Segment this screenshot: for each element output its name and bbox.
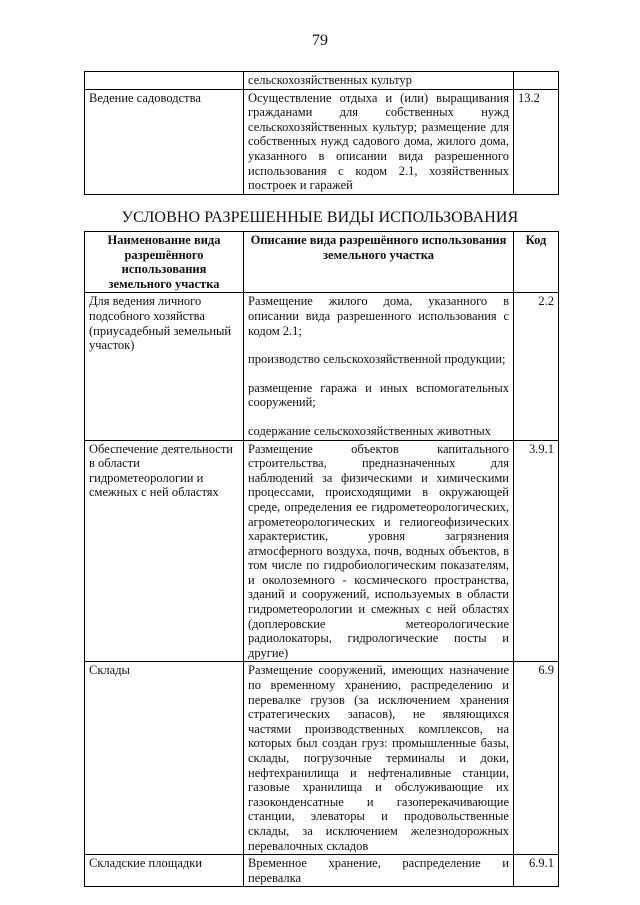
use-code-cell: 3.9.1 <box>514 440 559 662</box>
header-name: Наименование вида разрешённого использования земельного участка <box>85 232 244 293</box>
top-table <box>84 71 559 195</box>
use-code-cell: 6.9 <box>514 662 559 855</box>
use-name-cell: Обеспечение деятельности в области гидрометеорологии и смежных с ней областях <box>85 440 244 662</box>
use-description-cell: Осуществление отдыха и (или) выращивания гражданами для собственных нужд сельскохозяйственных культур; размещение для собственных нужд садового дома, жилого дома, указанного в описании вида разрешенного использования с кодом 2.1, хозяйственных построек и гаражей <box>244 89 514 194</box>
description-paragraph: размещение гаража и иных вспомогательных сооружений; <box>248 380 509 410</box>
table-row <box>85 855 559 887</box>
use-description-cell: сельскохозяйственных культур <box>244 72 514 90</box>
section-heading: УСЛОВНО РАЗРЕШЕННЫЕ ВИДЫ ИСПОЛЬЗОВАНИЯ <box>121 209 519 226</box>
use-name-cell: Ведение садоводства <box>85 89 244 194</box>
use-description-cell: Размещение объектов капитального строительства, предназначенных для наблюдений за физическими и химическими процессами, происходящими в окружающей среде, определения ее гидрометеорологических, агрометеорологических и гелиогеофизических характеристик, уровня загрязнения атмосферного воздуха, почв, водных объектов, в том числе по гидробиологическим показателям, и околоземного - космического пространства, зданий и сооружений, используемых в области гидрометеорологии и смежных с ней областях (доплеровские метеорологические радиолокаторы, гидрологические посты и другие) <box>244 440 514 662</box>
use-name-cell <box>85 72 244 90</box>
use-name-cell: Для ведения личного подсобного хозяйства (приусадебный земельный участок) <box>85 293 244 440</box>
use-code-cell: 13.2 <box>514 89 559 194</box>
table-row <box>85 72 559 90</box>
page-number: 79 <box>312 32 328 49</box>
table-header-row <box>85 232 559 293</box>
description-paragraph: Размещение жилого дома, указанного в описании вида разрешенного использования с кодом 2.1; <box>248 294 509 338</box>
use-code-cell <box>514 72 559 90</box>
header-description: Описание вида разрешённого использования земельного участка <box>244 232 514 293</box>
use-code-cell: 6.9.1 <box>514 855 559 887</box>
description-paragraph: содержание сельскохозяйственных животных <box>248 423 491 438</box>
table-row <box>85 89 559 194</box>
use-code-cell: 2.2 <box>514 293 559 440</box>
use-description-cell: Размещение сооружений, имеющих назначение по временному хранению, распределению и перевалке грузов (за исключением хранения стратегических запасов), не являющихся частями производственных комплексов, на которых был создан груз: промышленные базы, склады, погрузочные терминалы и доки, нефтехранилища и нефтеналивные станции, газовые хранилища и обслуживающие их газоконденсатные и газоперекачивающие станции, элеваторы и продовольственные склады, за исключением железнодорожных перевалочных складов <box>244 662 514 855</box>
use-description-cell <box>244 293 514 440</box>
use-name-cell: Складские площадки <box>85 855 244 887</box>
conditional-uses-table <box>84 231 559 887</box>
header-code: Код <box>514 232 559 293</box>
table-row <box>85 293 559 440</box>
use-description-cell: Временное хранение, распределение и перевалка <box>244 855 514 887</box>
table-row <box>85 440 559 662</box>
description-paragraph: производство сельскохозяйственной продукции; <box>248 352 506 367</box>
use-name-cell: Склады <box>85 662 244 855</box>
table-row <box>85 662 559 855</box>
